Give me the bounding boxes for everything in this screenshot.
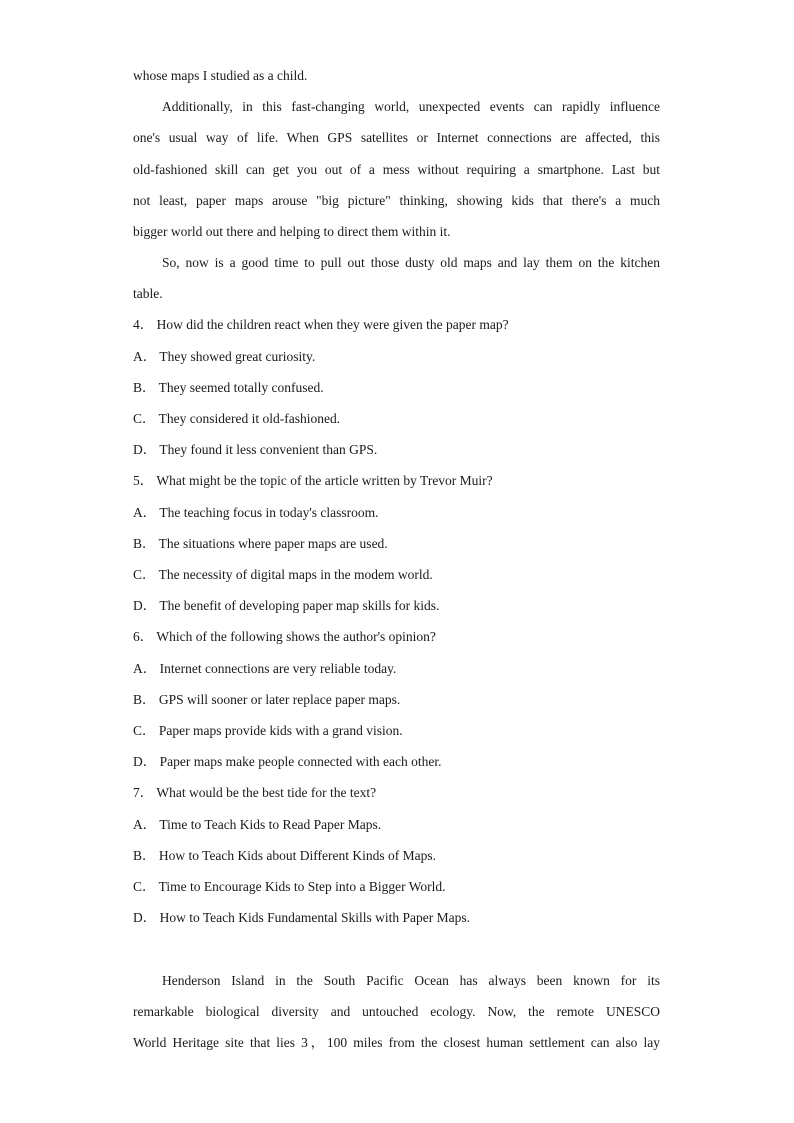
passage-line: Henderson Island in the South Pacific Ocean has always been known for its [162, 973, 660, 988]
answer-option: B． The situations where paper maps are used. [133, 536, 388, 551]
question-stem: 7． What would be the best tide for the text? [133, 785, 377, 800]
question-stem: 6． Which of the following shows the author's opinion? [133, 629, 436, 644]
answer-option: A． Time to Teach Kids to Read Paper Maps. [133, 817, 382, 832]
passage-line: World Heritage site that lies 3，100 miles from the closest human settlement can also lay [133, 1035, 660, 1050]
passage-line: So, now is a good time to pull out those dusty old maps and lay them on the kitchen [162, 255, 660, 270]
passage-line: whose maps I studied as a child. [133, 68, 308, 83]
passage-line: remarkable biological diversity and untouched ecology. Now, the remote UNESCO [133, 1004, 660, 1019]
answer-option: A． They showed great curiosity. [133, 349, 316, 364]
passage-line: Additionally, in this fast-changing world, unexpected events can rapidly influence [162, 99, 660, 114]
answer-option: C． Time to Encourage Kids to Step into a Bigger World. [133, 879, 446, 894]
answer-option: B． GPS will sooner or later replace paper maps. [133, 692, 401, 707]
answer-option: D． They found it less convenient than GPS. [133, 442, 378, 457]
answer-option: C． The necessity of digital maps in the modem world. [133, 567, 433, 582]
question-stem: 5． What might be the topic of the article written by Trevor Muir? [133, 473, 493, 488]
answer-option: B． How to Teach Kids about Different Kinds of Maps. [133, 848, 437, 863]
answer-option: B． They seemed totally confused. [133, 380, 324, 395]
passage-line: old-fashioned skill can get you out of a mess without requiring a smartphone. Last but [133, 162, 660, 177]
answer-option: D． How to Teach Kids Fundamental Skills with Paper Maps. [133, 910, 471, 925]
answer-option: A． Internet connections are very reliable today. [133, 661, 397, 676]
answer-option: A． The teaching focus in today's classroom. [133, 505, 379, 520]
passage-line: table. [133, 286, 163, 301]
passage-line: bigger world out there and helping to direct them within it. [133, 224, 451, 239]
passage-line: one's usual way of life. When GPS satellites or Internet connections are affected, this [133, 130, 660, 145]
answer-option: D． The benefit of developing paper map skills for kids. [133, 598, 440, 613]
passage-line: not least, paper maps arouse "big picture" thinking, showing kids that there's a much [133, 193, 660, 208]
question-stem: 4． How did the children react when they were given the paper map? [133, 317, 509, 332]
answer-option: D． Paper maps make people connected with each other. [133, 754, 442, 769]
answer-option: C． They considered it old-fashioned. [133, 411, 341, 426]
answer-option: C． Paper maps provide kids with a grand vision. [133, 723, 403, 738]
